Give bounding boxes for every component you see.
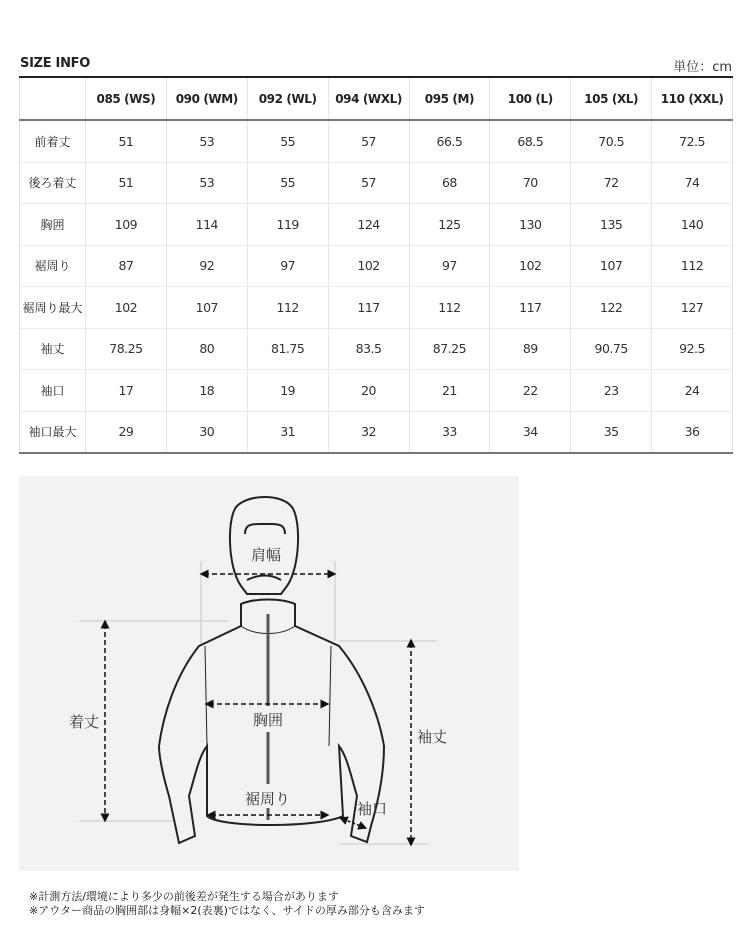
table-cell: 17 — [86, 370, 167, 412]
unit-label: 単位：cm — [673, 60, 732, 75]
table-cell: 122 — [571, 287, 652, 329]
label-chest: 胸囲 — [253, 711, 284, 729]
table-cell: 30 — [166, 411, 247, 453]
table-cell: 70 — [490, 162, 571, 204]
label-sleeve-length: 袖丈 — [417, 728, 448, 746]
hooded-jacket-icon — [19, 476, 519, 871]
table-cell: 112 — [409, 287, 490, 329]
table-cell: 24 — [652, 370, 733, 412]
row-label: 袖丈 — [20, 328, 86, 370]
table-cell: 112 — [652, 245, 733, 287]
table-cell: 70.5 — [571, 120, 652, 162]
table-row — [20, 204, 733, 246]
column-header: 085 (WS) — [86, 77, 167, 120]
row-label: 袖口最大 — [20, 411, 86, 453]
table-cell: 117 — [490, 287, 571, 329]
table-cell: 112 — [247, 287, 328, 329]
row-label: 裾周り — [20, 245, 86, 287]
column-header: 105 (XL) — [571, 77, 652, 120]
table-cell: 53 — [166, 120, 247, 162]
table-cell: 140 — [652, 204, 733, 246]
table-cell: 109 — [86, 204, 167, 246]
table-cell: 68.5 — [490, 120, 571, 162]
table-cell: 57 — [328, 162, 409, 204]
table-cell: 21 — [409, 370, 490, 412]
column-header: 090 (WM) — [166, 77, 247, 120]
table-cell: 114 — [166, 204, 247, 246]
column-header: 094 (WXL) — [328, 77, 409, 120]
table-cell: 127 — [652, 287, 733, 329]
table-cell: 92 — [166, 245, 247, 287]
table-cell: 33 — [409, 411, 490, 453]
column-header: 100 (L) — [490, 77, 571, 120]
label-length: 着丈 — [69, 713, 100, 731]
table-cell: 83.5 — [328, 328, 409, 370]
column-header: 110 (XXL) — [652, 77, 733, 120]
table-cell: 90.75 — [571, 328, 652, 370]
table-cell: 102 — [86, 287, 167, 329]
table-cell: 92.5 — [652, 328, 733, 370]
column-header: 092 (WL) — [247, 77, 328, 120]
table-header-row — [20, 77, 733, 120]
table-cell: 23 — [571, 370, 652, 412]
table-cell: 78.25 — [86, 328, 167, 370]
table-cell: 107 — [571, 245, 652, 287]
table-cell: 66.5 — [409, 120, 490, 162]
label-hem: 裾周り — [245, 790, 291, 808]
table-row — [20, 411, 733, 453]
table-cell: 22 — [490, 370, 571, 412]
table-cell: 130 — [490, 204, 571, 246]
row-label: 前着丈 — [20, 120, 86, 162]
note-line: ※アウター商品の胸囲部は身幅×2(表裏)ではなく、サイドの厚み部分も含みます — [29, 904, 425, 917]
table-cell: 102 — [328, 245, 409, 287]
table-cell: 125 — [409, 204, 490, 246]
table-cell: 74 — [652, 162, 733, 204]
table-row — [20, 120, 733, 162]
table-cell: 87.25 — [409, 328, 490, 370]
table-cell: 51 — [86, 120, 167, 162]
table-cell: 31 — [247, 411, 328, 453]
table-cell: 87 — [86, 245, 167, 287]
table-row — [20, 328, 733, 370]
table-cell: 55 — [247, 162, 328, 204]
table-cell: 68 — [409, 162, 490, 204]
table-cell: 29 — [86, 411, 167, 453]
notes — [29, 890, 425, 918]
label-shoulder: 肩幅 — [251, 546, 282, 564]
table-cell: 51 — [86, 162, 167, 204]
table-cell: 53 — [166, 162, 247, 204]
table-cell: 97 — [247, 245, 328, 287]
table-cell: 107 — [166, 287, 247, 329]
table-cell: 117 — [328, 287, 409, 329]
table-cell: 80 — [166, 328, 247, 370]
row-label: 袖口 — [20, 370, 86, 412]
column-header: 095 (M) — [409, 77, 490, 120]
table-cell: 102 — [490, 245, 571, 287]
table-cell: 19 — [247, 370, 328, 412]
table-row — [20, 162, 733, 204]
label-cuff: 袖口 — [357, 800, 388, 818]
row-label: 後ろ着丈 — [20, 162, 86, 204]
table-cell: 124 — [328, 204, 409, 246]
table-cell: 135 — [571, 204, 652, 246]
size-table — [19, 76, 733, 454]
table-cell: 55 — [247, 120, 328, 162]
table-row — [20, 287, 733, 329]
page-title: SIZE INFO — [20, 56, 90, 71]
table-cell: 34 — [490, 411, 571, 453]
table-cell: 81.75 — [247, 328, 328, 370]
row-label: 胸囲 — [20, 204, 86, 246]
row-label: 裾周り最大 — [20, 287, 86, 329]
table-cell: 72.5 — [652, 120, 733, 162]
table-cell: 72 — [571, 162, 652, 204]
table-cell: 35 — [571, 411, 652, 453]
table-cell: 57 — [328, 120, 409, 162]
column-header — [20, 77, 86, 120]
table-row — [20, 245, 733, 287]
table-cell: 18 — [166, 370, 247, 412]
table-row — [20, 370, 733, 412]
table-cell: 97 — [409, 245, 490, 287]
table-cell: 36 — [652, 411, 733, 453]
measurement-diagram — [19, 476, 519, 871]
note-line: ※計測方法/環境により多少の前後差が発生する場合があります — [29, 890, 339, 903]
table-cell: 20 — [328, 370, 409, 412]
table-cell: 89 — [490, 328, 571, 370]
table-cell: 32 — [328, 411, 409, 453]
table-cell: 119 — [247, 204, 328, 246]
